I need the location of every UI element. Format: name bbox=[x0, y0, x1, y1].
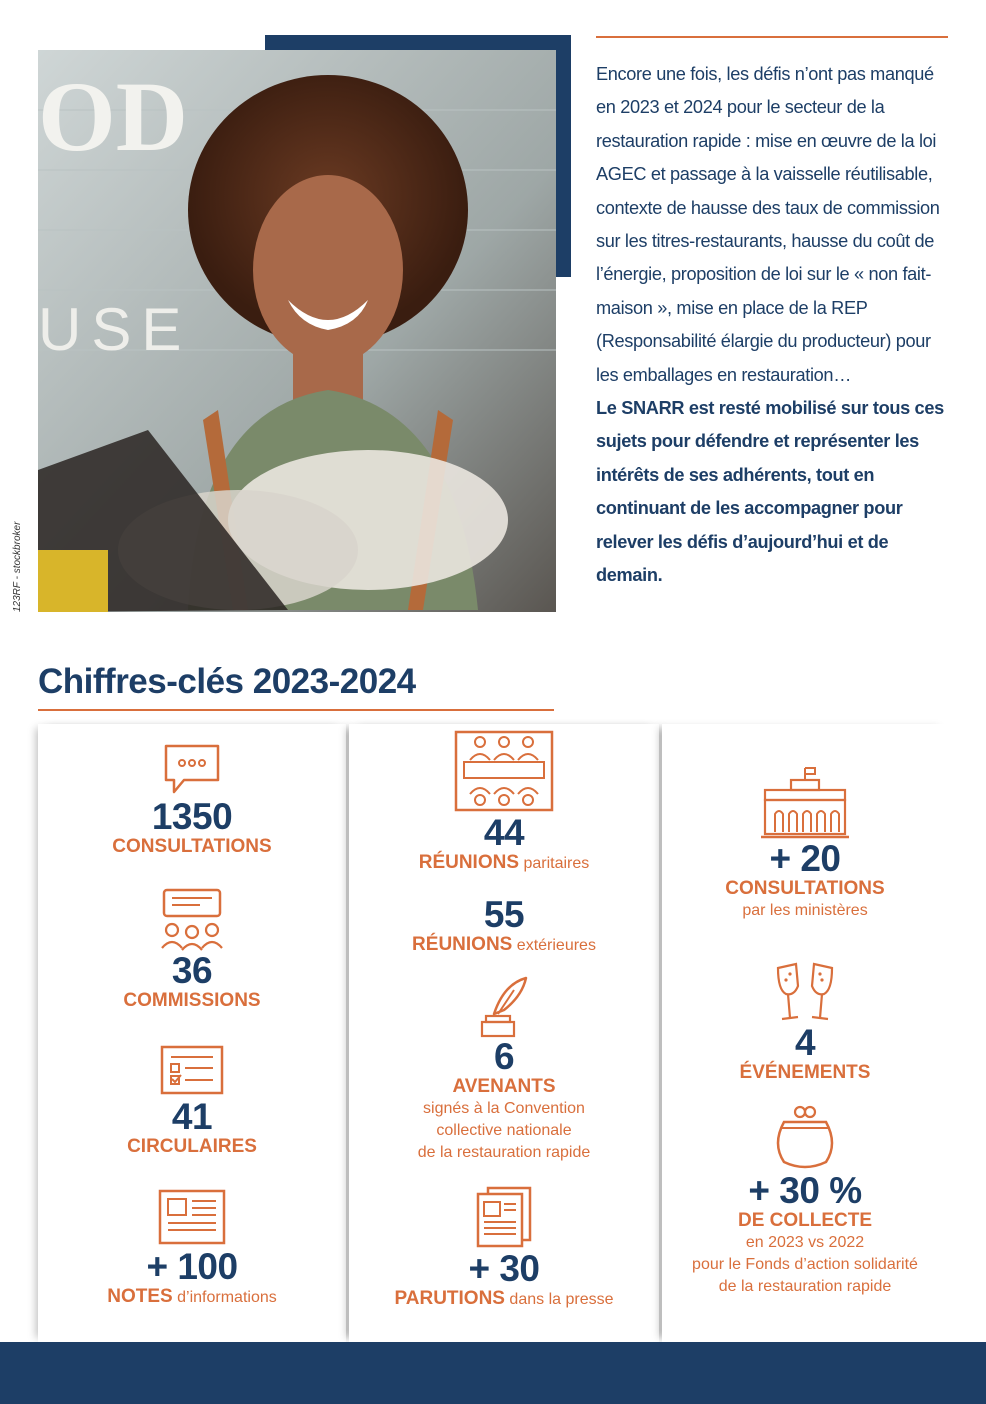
stat-number: 4 bbox=[794, 1022, 816, 1063]
svg-text:OD: OD bbox=[38, 61, 188, 172]
stat-consultations-ministeres bbox=[662, 766, 948, 922]
intro-paragraph: Encore une fois, les défis n’ont pas manqué en 2023 et 2024 pour le secteur de la restauration rapide : mise en œuvre de la loi AGEC et passage à la vaisselle réutilisable, contexte de hausse des taux de commission sur les titres-restaurants, hausse du coût de l’énergie, proposition de loi sur le « non fait-maison », mise en place de la REP (Responsabilité élargie du producteur) pour les emballages en restauration… bbox=[596, 64, 940, 385]
stats-column-1 bbox=[38, 724, 346, 1342]
stat-label: AVENANTS bbox=[452, 1076, 556, 1097]
stat-label: CONSULTATIONS bbox=[725, 878, 885, 899]
footer-band bbox=[0, 1342, 986, 1404]
stat-reunions-exterieures bbox=[349, 896, 659, 957]
stat-label: RÉUNIONS paritaires bbox=[418, 852, 590, 873]
stats-column-2 bbox=[349, 724, 659, 1342]
stat-circulaires bbox=[38, 1044, 346, 1158]
stat-detail-line: signés à la Convention bbox=[423, 1100, 585, 1117]
hero-photo bbox=[38, 50, 556, 612]
stat-avenants bbox=[349, 974, 659, 1164]
section-title: Chiffres-clés 2023-2024 bbox=[38, 662, 416, 701]
boardroom-icon bbox=[454, 730, 554, 814]
stat-label: COMMISSIONS bbox=[123, 990, 261, 1011]
stat-number: 41 bbox=[171, 1096, 213, 1137]
stat-detail-line: en 2023 vs 2022 bbox=[745, 1234, 865, 1251]
checklist-icon bbox=[159, 1044, 225, 1098]
meeting-group-icon bbox=[156, 886, 228, 952]
photo-credit: 123RF - stockbroker bbox=[12, 521, 23, 612]
stat-number: + 100 bbox=[146, 1246, 238, 1287]
stat-label: PARUTIONS dans la presse bbox=[394, 1288, 614, 1309]
intro-text bbox=[596, 58, 956, 593]
stat-label: CIRCULAIRES bbox=[127, 1136, 257, 1157]
stat-label: NOTES d’informations bbox=[107, 1286, 277, 1307]
stat-number: + 20 bbox=[769, 838, 841, 879]
stat-number: 55 bbox=[483, 894, 525, 935]
stat-parutions bbox=[349, 1184, 659, 1311]
intro-emphasis: Le SNARR est resté mobilisé sur tous ces sujets pour défendre et représenter les intérêts de ses adhérents, tout en continuant de les accompagner pour relever les défis d’aujourd’hui et de demain. bbox=[596, 398, 944, 586]
stat-label: ÉVÉNEMENTS bbox=[739, 1062, 871, 1083]
stat-detail-line: de la restauration rapide bbox=[718, 1278, 892, 1295]
stats-column-3 bbox=[662, 724, 948, 1342]
stat-number: 36 bbox=[171, 950, 213, 991]
svg-text:USE: USE bbox=[38, 296, 192, 363]
stat-detail-line: pour le Fonds d’action solidarité bbox=[692, 1256, 918, 1273]
chat-bubble-icon bbox=[160, 742, 224, 798]
ministry-building-icon bbox=[761, 766, 849, 840]
newspaper-icon bbox=[474, 1184, 534, 1250]
stat-label: DE COLLECTE bbox=[737, 1210, 873, 1231]
stat-reunions-paritaires bbox=[349, 730, 659, 875]
stat-number: + 30 % bbox=[748, 1170, 862, 1211]
stat-commissions bbox=[38, 886, 346, 1012]
stat-detail-line: par les ministères bbox=[742, 902, 868, 919]
stat-evenements bbox=[662, 958, 948, 1084]
stat-detail-line: de la restauration rapide bbox=[417, 1144, 591, 1161]
stat-label: RÉUNIONS extérieures bbox=[412, 934, 596, 955]
stat-number: 6 bbox=[493, 1036, 515, 1077]
stat-detail-line: collective nationale bbox=[436, 1122, 572, 1139]
stat-collecte bbox=[662, 1104, 948, 1298]
stat-label: CONSULTATIONS bbox=[112, 836, 272, 857]
quill-inkwell-icon bbox=[474, 974, 534, 1038]
champagne-toast-icon bbox=[770, 958, 840, 1024]
top-rule bbox=[596, 36, 948, 38]
stat-notes bbox=[38, 1188, 346, 1309]
document-icon bbox=[156, 1188, 228, 1248]
stat-number: + 30 bbox=[468, 1248, 540, 1289]
stat-consultations bbox=[38, 742, 346, 858]
section-rule bbox=[38, 709, 554, 711]
stat-number: 1350 bbox=[151, 796, 233, 837]
purse-icon bbox=[770, 1104, 840, 1172]
stat-number: 44 bbox=[483, 812, 525, 853]
